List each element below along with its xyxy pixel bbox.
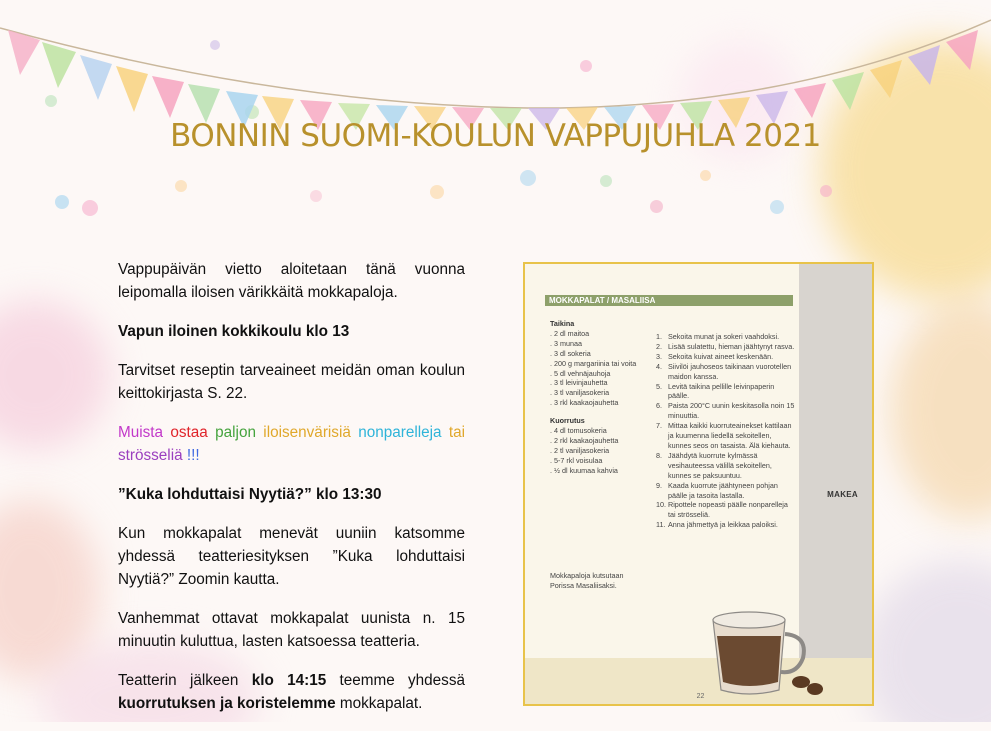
step-text: Kaada kuorrute jäähtyneen pohjan päälle ja tasoita lastalla. <box>668 480 778 500</box>
topping-title: Kuorrutus <box>550 416 585 426</box>
recipe-side-strip <box>799 264 872 660</box>
decorating-text: mokkapalat. <box>335 695 423 712</box>
ingredient-item: . 5-7 rkl voisulaa <box>550 455 603 465</box>
recipe-step <box>656 342 796 352</box>
recipe-step <box>656 382 796 402</box>
step-text: Sekoita kuivat aineet keskenään. <box>668 351 774 361</box>
colored-word: nonparelleja <box>358 424 442 441</box>
recipe-step <box>656 481 796 501</box>
confetti-dot <box>520 170 536 186</box>
colored-word: Muista <box>118 424 164 441</box>
recipe-step <box>656 500 796 520</box>
recipe-step <box>656 421 796 451</box>
confetti-dot <box>175 180 187 192</box>
step-number: 4. <box>656 361 662 371</box>
decorating-text: Teatterin jälkeen <box>118 672 252 689</box>
bunting-flags <box>0 0 991 130</box>
step-text: Mittaa kaikki kuorruteainekset kattilaan ja kuumenna liedellä sekoitellen, kunnes seos on tasaista. Älä kiehauta. <box>668 421 792 450</box>
ingredient-item: . 4 dl tomusokeria <box>550 426 607 436</box>
ingredient-item: . 200 g margariinia tai voita <box>550 358 637 368</box>
colored-word: !!! <box>186 447 200 464</box>
recipe-steps <box>656 332 796 530</box>
confetti-dot <box>820 185 832 197</box>
theatre-heading: ”Kuka lohduttaisi Nyytiä?” klo 13:30 <box>118 486 382 503</box>
theatre-paragraph: Kun mokkapalat menevät uuniin katsomme yhdessä teatteriesityksen ”Kuka lohduttaisi Nyytiä?” Zoomin kautta. <box>118 525 465 588</box>
event-description <box>118 258 465 731</box>
ingredient-item: . 3 munaa <box>550 338 582 348</box>
colorful-reminder <box>118 421 465 467</box>
step-number: 2. <box>656 341 662 351</box>
step-text: Sekoita munat ja sokeri vaahdoksi. <box>668 332 780 341</box>
ingredient-item: . 2 rkl kaakaojauhetta <box>550 435 619 445</box>
confetti-dot <box>55 195 69 209</box>
ingredient-item: . ½ dl kuumaa kahvia <box>550 465 618 475</box>
colored-word: ostaa <box>170 424 208 441</box>
colored-word: tai <box>448 424 466 441</box>
recipe-step <box>656 520 796 530</box>
confetti-dot <box>650 200 663 213</box>
dough-list <box>550 329 650 408</box>
ingredient-item: . 2 dl maitoa <box>550 328 590 338</box>
background-blob <box>890 300 991 520</box>
decorating-time: klo 14:15 <box>251 672 327 689</box>
step-number: 8. <box>656 450 662 460</box>
background-blob <box>0 300 110 450</box>
decorating-text: teemme yhdessä <box>326 672 465 689</box>
decorating-paragraph <box>118 669 465 715</box>
step-text: Siivilöi jauhoseos taikinaan vuorotellen maidon kanssa. <box>668 361 792 381</box>
ingredient-item: . 3 tl leivinjauhetta <box>550 378 608 388</box>
recipe-header: MOKKAPALAT / MASALIISA <box>545 295 793 306</box>
ingredient-item: . 3 rkl kaakaojauhetta <box>550 398 619 408</box>
recipe-step <box>656 401 796 421</box>
ingredient-item: . 3 dl sokeria <box>550 348 591 358</box>
topping-list <box>550 426 650 476</box>
confetti-dot <box>770 200 784 214</box>
step-number: 5. <box>656 381 662 391</box>
dough-title: Taikina <box>550 319 575 328</box>
ingredient-item: . 5 dl vehnäjauhoja <box>550 368 611 378</box>
step-text: Anna jähmettyä ja leikkaa paloiksi. <box>668 520 778 530</box>
step-number: 9. <box>656 480 662 490</box>
decorating-bold: kuorrutuksen ja koristelemme <box>118 695 336 712</box>
step-number: 3. <box>656 351 662 361</box>
confetti-dot <box>700 170 711 181</box>
step-number: 11. <box>656 520 666 530</box>
page-number: 22 <box>696 693 705 700</box>
step-text: Paista 200°C uunin keskitasolla noin 15 minuuttia. <box>668 401 795 421</box>
recipe-step <box>656 362 796 382</box>
step-text: Ripottele nopeasti päälle nonparelleja tai strösseliä. <box>668 500 788 520</box>
ingredient-item: . 2 tl vaniljasokeria <box>550 445 610 455</box>
confetti-dot <box>600 175 612 187</box>
recipe-step <box>656 332 796 342</box>
page-title: BONNIN SUOMI-KOULUN VAPPUJUHLA 2021 <box>170 118 821 154</box>
recipe-page-image <box>523 262 874 706</box>
step-number: 7. <box>656 421 662 431</box>
step-number: 6. <box>656 401 662 411</box>
step-text: Lisää sulatettu, hieman jäähtynyt rasva. <box>668 341 795 351</box>
step-text: Levitä taikina pellille leivinpaperin päälle. <box>668 381 775 401</box>
recipe-note: Mokkapaloja kutsutaan Porissa Masaliisaksi. <box>550 571 624 590</box>
ingredients-paragraph: Tarvitset reseptin tarveaineet meidän oman koulun keittokirjasta S. 22. <box>118 362 465 402</box>
colored-word: iloisenvärisiä <box>263 424 351 441</box>
confetti-dot <box>310 190 322 202</box>
background-blob <box>860 560 991 722</box>
recipe-step <box>656 451 796 481</box>
cooking-school-heading: Vapun iloinen kokkikoulu klo 13 <box>118 323 350 340</box>
step-number: 1. <box>656 332 662 341</box>
step-text: Jäähdytä kuorrute kylmässä vesihauteessa välillä sekoitellen, kunnes se paksuuntuu. <box>668 450 772 480</box>
recipe-category-label: MAKEA <box>827 490 858 499</box>
intro-paragraph: Vappupäivän vietto aloitetaan tänä vuonna leipomalla iloisen värikkäitä mokkapaloja. <box>118 261 465 301</box>
step-number: 10. <box>656 500 666 510</box>
recipe-step <box>656 352 796 362</box>
colored-word: paljon <box>215 424 256 441</box>
confetti-dot <box>430 185 444 199</box>
recipe-ingredients <box>550 319 650 476</box>
oven-paragraph: Vanhemmat ottavat mokkapalat uunista n. 15 minuutin kuluttua, lasten katsoessa teatteria. <box>118 610 465 650</box>
confetti-dot <box>82 200 98 216</box>
colored-word: strösseliä <box>118 447 183 464</box>
ingredient-item: . 3 tl vaniljasokeria <box>550 388 610 398</box>
coffee-cup-illustration <box>693 602 833 702</box>
